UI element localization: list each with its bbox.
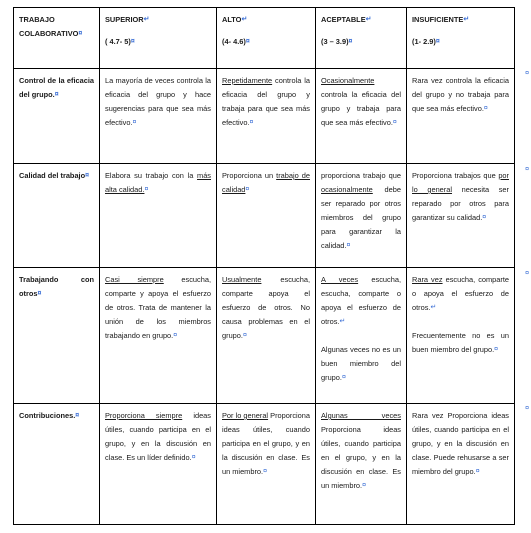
criterion-label: Trabajando con otros¤	[14, 268, 100, 404]
cell-superior: La mayoría de veces controla la eficacia del grupo y hace sugerencias para que sea más efectivo.¤	[100, 69, 217, 164]
row-calidad-trabajo	[14, 164, 515, 268]
cell-alto: Proporciona un trabajo de calidad¤	[217, 164, 316, 268]
level-aceptable-header: ACEPTABLE↵ (3 – 3.9)¤	[316, 8, 407, 69]
cell-aceptable: Algunas veces Proporciona ideas útiles, cuando participa en el grupo, y en la discusión en clase. Es un miembro.¤	[316, 404, 407, 525]
row-end-mark: ¤	[525, 70, 529, 77]
row-end-mark: ¤	[525, 270, 529, 277]
corner-header: TRABAJO COLABORATIVO¤	[14, 8, 100, 69]
row-contribuciones	[14, 404, 515, 525]
cell-aceptable: A veces escucha, escucha, comparte o apoya el esfuerzo de otros.↵ Algunas veces no es un buen miembro del grupo.¤	[316, 268, 407, 404]
cell-insuficiente: Rara vez Proporciona ideas útiles, cuando participa en el grupo, y en la discusión en clase. Puede rehusarse a ser miembro del grupo.¤	[407, 404, 515, 525]
cell-aceptable: Ocasionalmente controla la eficacia del grupo y trabaja para que sea más efectivo.¤	[316, 69, 407, 164]
cell-alto: Usualmente escucha, comparte apoya el esfuerzo de otros. No causa problemas en el grupo.¤	[217, 268, 316, 404]
cell-insuficiente: Rara vez controla la eficacia del grupo y no trabaja para que sea más efectivo.¤	[407, 69, 515, 164]
criterion-label: Control de la eficacia del grupo.¤	[14, 69, 100, 164]
rubric-table	[13, 7, 515, 525]
criterion-label: Contribuciones.¤	[14, 404, 100, 525]
cell-superior: Proporciona siempre ideas útiles, cuando participa en el grupo, y en la discusión en clase. Es un líder definido.¤	[100, 404, 217, 525]
level-insuficiente-header: INSUFICIENTE↵ (1- 2.9)¤	[407, 8, 515, 69]
row-end-mark: ¤	[525, 166, 529, 173]
cell-insuficiente: Rara vez escucha, comparte o apoya el esfuerzo de otros.↵ Frecuentemente no es un buen miembro del grupo.¤	[407, 268, 515, 404]
cell-alto: Repetidamente controla la eficacia del grupo y trabaja para que sea más efectivo.¤	[217, 69, 316, 164]
level-alto-header: ALTO↵ (4- 4.6)¤	[217, 8, 316, 69]
row-control-eficacia	[14, 69, 515, 164]
cell-superior: Casi siempre escucha, comparte y apoya el esfuerzo de otros. Trata de mantener la unión de los miembros trabajando en grupo.¤	[100, 268, 217, 404]
cell-aceptable: proporciona trabajo que ocasionalmente debe ser reparado por otros miembros del grupo para garantizar la calidad.¤	[316, 164, 407, 268]
row-end-mark: ¤	[525, 405, 529, 412]
cell-insuficiente: Proporciona trabajos que por lo general necesita ser reparado por otros para garantizar su calidad.¤	[407, 164, 515, 268]
level-superior-header: SUPERIOR↵ ( 4.7- 5)¤	[100, 8, 217, 69]
row-trabajando-otros	[14, 268, 515, 404]
header-row	[14, 8, 515, 69]
cell-alto: Por lo general Proporciona ideas útiles, cuando participa en el grupo, y en la discusión en clase. Es un miembro.¤	[217, 404, 316, 525]
criterion-label: Calidad del trabajo¤	[14, 164, 100, 268]
cell-superior: Elabora su trabajo con la más alta calidad.¤	[100, 164, 217, 268]
